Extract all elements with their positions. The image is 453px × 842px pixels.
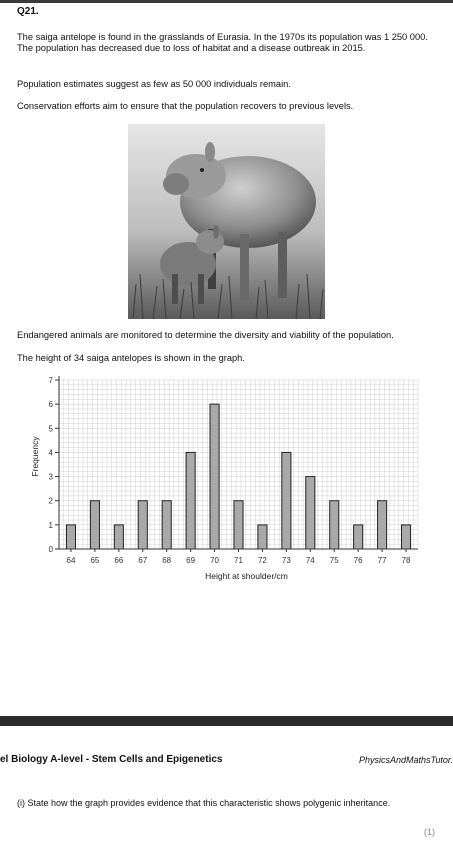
- intro-paragraph-2: Population estimates suggest as few as 50 000 individuals remain.: [17, 79, 291, 89]
- x-tick-label: 76: [353, 556, 363, 565]
- bar-72: [258, 525, 267, 549]
- x-tick-label: 70: [210, 556, 220, 565]
- x-tick-label: 74: [305, 556, 315, 565]
- x-tick-label: 73: [281, 556, 291, 565]
- bar-73: [282, 452, 291, 549]
- x-axis-title: Height at shoulder/cm: [205, 571, 288, 581]
- bar-76: [354, 525, 363, 549]
- bar-65: [90, 501, 99, 549]
- x-tick-label: 77: [377, 556, 387, 565]
- y-tick-label: 3: [48, 472, 53, 482]
- footer-title: el Biology A-level - Stem Cells and Epigenetics: [0, 754, 223, 765]
- bar-66: [114, 525, 123, 549]
- x-tick-label: 66: [114, 556, 124, 565]
- bar-68: [162, 501, 171, 549]
- bar-78: [401, 525, 410, 549]
- bar-75: [330, 501, 339, 549]
- x-tick-label: 65: [90, 556, 100, 565]
- x-tick-label: 68: [162, 556, 172, 565]
- footer-site: PhysicsAndMathsTutor.: [358, 755, 453, 765]
- y-tick-label: 5: [48, 424, 53, 434]
- saiga-antelope-photo: [128, 124, 325, 319]
- bar-74: [306, 477, 315, 549]
- bar-71: [234, 501, 243, 549]
- y-tick-label: 2: [48, 496, 53, 506]
- bar-77: [378, 501, 387, 549]
- x-tick-label: 64: [66, 556, 76, 565]
- intro-paragraph-3: Conservation efforts aim to ensure that the population recovers to previous levels.: [17, 101, 354, 111]
- y-tick-label: 6: [48, 400, 53, 410]
- y-tick-label: 7: [48, 376, 53, 385]
- bar-69: [186, 452, 195, 549]
- question-part-i: (i) State how the graph provides evidence that this characteristic shows polygenic inheritance.: [17, 798, 391, 808]
- question-number: Q21.: [17, 6, 39, 17]
- x-tick-label: 69: [186, 556, 196, 565]
- marks-indicator: (1): [424, 827, 435, 837]
- bar-70: [210, 404, 219, 549]
- x-tick-label: 78: [401, 556, 411, 565]
- x-tick-label: 72: [257, 556, 267, 565]
- height-histogram: [0, 370, 453, 590]
- x-tick-label: 71: [234, 556, 243, 565]
- y-tick-label: 4: [48, 448, 53, 458]
- bar-64: [66, 525, 75, 549]
- intro-paragraph-1: The saiga antelope is found in the grasslands of Eurasia. In the 1970s its population was 1 250 000. The population has decreased due to loss of habitat and a disease outbreak in 2015.: [17, 32, 428, 53]
- y-tick-label: 0: [48, 545, 53, 554]
- y-tick-label: 1: [48, 520, 53, 530]
- x-tick-label: 67: [138, 556, 148, 565]
- top-border: [0, 0, 453, 3]
- page-break-band: [0, 716, 453, 726]
- intro-paragraph-5: The height of 34 saiga antelopes is shown in the graph.: [17, 353, 245, 363]
- x-tick-label: 75: [329, 556, 339, 565]
- y-axis-title: Frequency: [30, 436, 40, 477]
- bar-67: [138, 501, 147, 549]
- intro-paragraph-4: Endangered animals are monitored to determine the diversity and viability of the population.: [17, 330, 394, 340]
